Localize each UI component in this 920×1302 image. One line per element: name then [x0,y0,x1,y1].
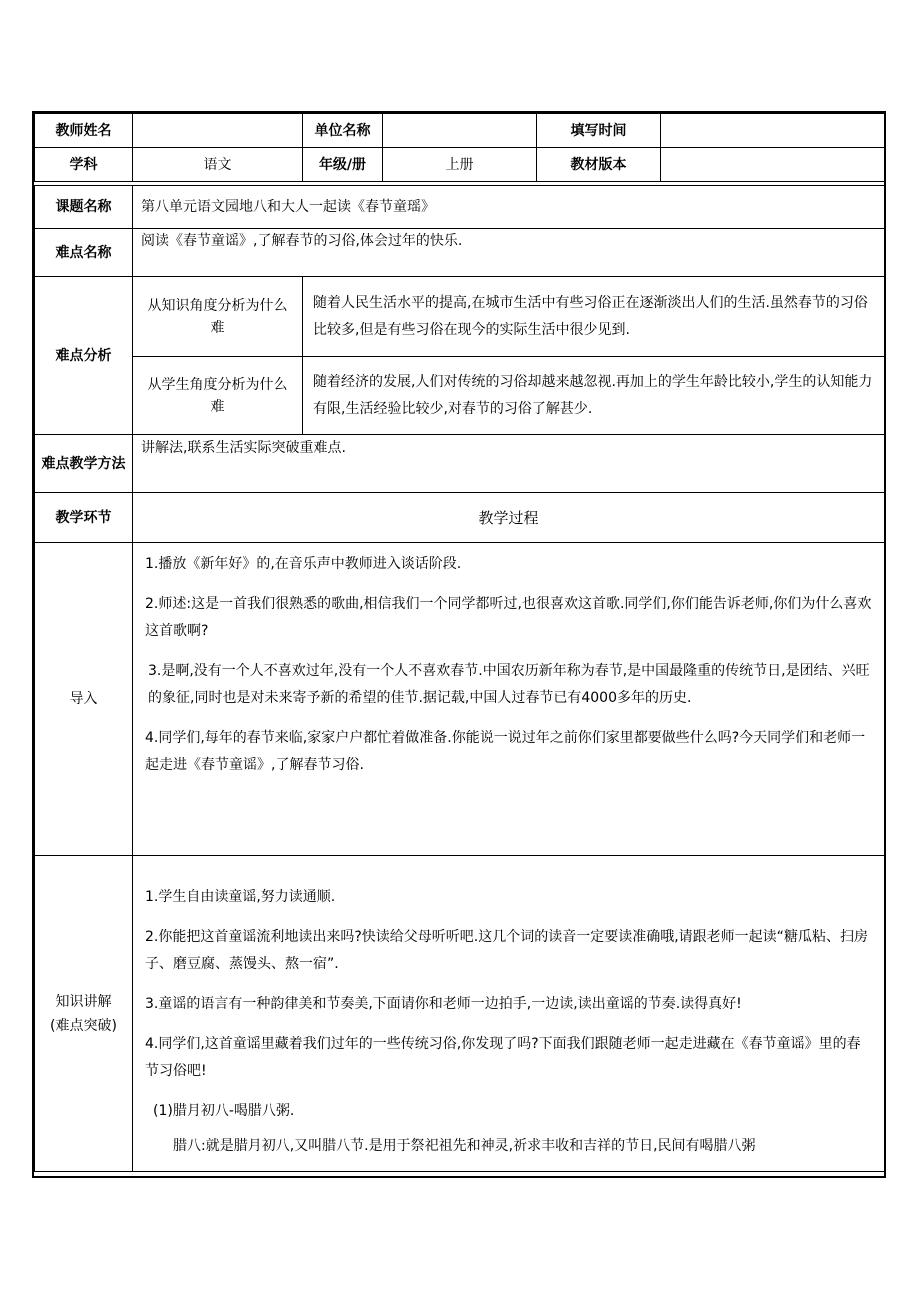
intro-paragraph: 1.播放《新年好》的,在音乐声中教师进入谈话阶段. [145,556,462,572]
textbook-value[interactable] [661,148,885,182]
header-row-1 [35,114,885,148]
subject-label: 学科 [35,148,133,182]
method-row [35,435,885,493]
teacher-name-label: 教师姓名 [35,114,133,148]
difficulty-row [35,229,885,277]
unit-value[interactable] [383,114,537,148]
knowledge-angle-label: 从知识角度分析为什么难 [133,277,303,357]
knowledge-label [35,856,133,1172]
method-value: 讲解法,联系生活实际突破重难点. [133,435,885,493]
intro-paragraph: 2.师述:这是一首我们很熟悉的歌曲,相信我们一个同学都听过,也很喜欢这首歌.同学们,你们能告诉老师,你们为什么喜欢这首歌啊? [145,596,872,639]
knowledge-sub-heading: (1)腊月初八-喝腊八粥. [153,1103,295,1119]
knowledge-paragraph: 3.童谣的语言有一种韵律美和节奏美,下面请你和老师一边拍手,一边读,读出童谣的节奏.读得真好! [145,996,742,1012]
knowledge-paragraph: 2.你能把这首童谣流利地读出来吗?快读给父母听听吧.这几个词的读音一定要读准确哦,请跟老师一起读“糖瓜粘、扫房子、磨豆腐、蒸馒头、熬一宿”. [145,929,868,972]
step-header: 教学环节 [35,493,133,543]
analysis-row-knowledge [35,277,885,357]
analysis-label: 难点分析 [35,277,133,435]
student-angle-label: 从学生角度分析为什么难 [133,357,303,435]
intro-paragraph: 4.同学们,每年的春节来临,家家户户都忙着做准备.你能说一说过年之前你们家里都要做些什么吗?今天同学们和老师一起走进《春节童谣》,了解春节习俗. [145,730,866,773]
knowledge-label-line1: 知识讲解 [55,993,112,1010]
knowledge-angle-text: 随着人民生活水平的提高,在城市生活中有些习俗正在逐渐淡出人们的生活.虽然春节的习俗比较多,但是有些习俗在现今的实际生活中很少见到. [303,277,885,357]
fill-time-label: 填写时间 [537,114,661,148]
unit-label: 单位名称 [303,114,383,148]
knowledge-paragraph: 4.同学们,这首童谣里藏着我们过年的一些传统习俗,你发现了吗?下面我们跟随老师一起走进藏在《春节童谣》里的春节习俗吧! [145,1036,861,1079]
knowledge-label-line2: (难点突破) [50,1017,117,1034]
method-label: 难点教学方法 [35,435,133,493]
topic-value: 第八单元语文园地八和大人一起读《春节童瑶》 [133,186,885,229]
intro-content [133,543,885,856]
difficulty-value: 阅读《春节童谣》,了解春节的习俗,体会过年的快乐. [133,229,885,277]
teacher-name-value[interactable] [133,114,303,148]
header-row-2 [35,148,885,182]
analysis-row-student [35,357,885,435]
knowledge-row [35,856,885,1172]
student-angle-text: 随着经济的发展,人们对传统的习俗却越来越忽视.再加上的学生年龄比较小,学生的认知能力有限,生活经验比较少,对春节的习俗了解甚少. [303,357,885,435]
intro-paragraph: 3.是啊,没有一个人不喜欢过年,没有一个人不喜欢春节.中国农历新年称为春节,是中国最隆重的传统节日,是团结、兴旺的象征,同时也是对未来寄予新的希望的佳节.据记载,中国人过春节已有4000多年的历史. [148,663,870,706]
process-header-row [35,493,885,543]
topic-label: 课题名称 [35,186,133,229]
fill-time-value[interactable] [661,114,885,148]
textbook-label: 教材版本 [537,148,661,182]
difficulty-label: 难点名称 [35,229,133,277]
lesson-plan-table [34,113,885,1172]
intro-label: 导入 [35,543,133,856]
knowledge-paragraph: 1.学生自由读童谣,努力读通顺. [145,889,336,905]
knowledge-content [133,856,885,1172]
grade-value[interactable]: 上册 [383,148,537,182]
intro-row [35,543,885,856]
topic-row [35,186,885,229]
subject-value[interactable]: 语文 [133,148,303,182]
knowledge-sub-text: 腊八:就是腊月初八,又叫腊八节.是用于祭祀祖先和神灵,祈求丰收和吉祥的节日,民间有喝腊八粥 [173,1138,756,1154]
process-header: 教学过程 [133,493,885,543]
grade-label: 年级/册 [303,148,383,182]
